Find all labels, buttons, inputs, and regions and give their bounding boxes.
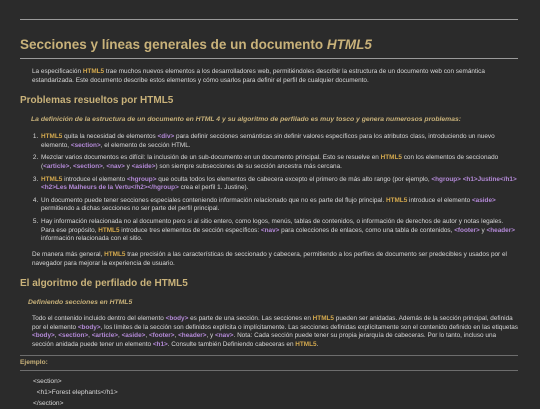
html-tag-code: <body> <box>32 332 55 339</box>
example-divider-bottom <box>20 370 518 371</box>
text-run: pueden ser anidadas. Además de la sección principal, definida por el elemento <box>32 315 513 331</box>
html-tag-code: <section> <box>71 142 101 149</box>
html5-highlight: HTML5 <box>386 197 407 204</box>
text-run: introduce el elemento <box>407 197 472 204</box>
text-run: . <box>317 341 319 348</box>
text-run: con los elementos de seccionado ( <box>41 154 498 170</box>
html-tag-code: <header> <box>487 227 515 234</box>
html-tag-code: <section> <box>73 163 103 170</box>
html-tag-code: <h1>Justine</h1> <h2>Les Malheurs de la Vertu</h2></hgroup> <box>41 176 517 192</box>
html5-highlight: HTML5 <box>295 341 316 348</box>
title-divider <box>20 58 518 59</box>
example-label: Ejemplo: <box>20 359 518 368</box>
problems-heading: Problemas resueltos por HTML5 <box>20 94 518 108</box>
text-run: información relacionada con el sitio. <box>41 235 143 242</box>
text-run: De manera más general, <box>32 251 104 258</box>
text-run: Un documento puede tener secciones especiales conteniendo información relacionado que no es parte del flujo principal. <box>41 197 386 204</box>
text-run: , y <box>207 332 216 339</box>
top-divider <box>20 19 518 20</box>
text-run: y <box>125 163 132 170</box>
html-tag-code: <h1> <box>153 341 168 348</box>
algorithm-heading: El algoritmo de perfilado de HTML5 <box>20 277 518 291</box>
text-run: Hay información relacionada no al documento pero si al sitio entero, como logos, menús, tablas de contenidos, o información de derechos de autor y notas legales. Para ese propósito, <box>41 218 503 234</box>
page-title: Secciones y líneas generales de un documento HTML5 <box>20 36 372 54</box>
code-line: </section> <box>33 399 518 409</box>
text-run: . Consulte también Definiendo cabeceras en <box>168 341 296 348</box>
text-run: trae muchos nuevos elementos a los desarrolladores web, permitiéndoles describir la estructura de un documento web con semántica estandarizada. Este documento describe estos elementos y cómo usarlos para definir el perfil de cualquier documento. <box>32 68 485 84</box>
text-run: quita la necesidad de elementos <box>62 133 157 140</box>
html-tag-code: <aside> <box>132 163 156 170</box>
code-line: <h1>Forest elephants</h1> <box>33 388 518 399</box>
text-run: que oculta todos los elementos de cabecera excepto el primero de más alto rango (por ejemplo, <box>156 176 431 183</box>
text-run: introduce tres elementos de sección específicos: <box>120 227 261 234</box>
html-tag-code: <nav> <box>215 332 233 339</box>
text-run: , <box>175 332 179 339</box>
problem-item <box>40 197 518 214</box>
html-tag-code: <hgroup> <box>431 176 460 183</box>
text-run: . Nota: Cada sección puede tener su propia jerarquía de cabeceras. Por lo tanto, incluso una sección anidada puede tener un elemento <box>32 332 496 348</box>
text-run: , el elemento de sección HTML. <box>101 142 191 149</box>
html-tag-code: <aside> <box>122 332 146 339</box>
html-tag-code: <section> <box>58 332 88 339</box>
problem-item <box>40 218 518 244</box>
html5-highlight: HTML5 <box>83 68 104 75</box>
intro-paragraph <box>20 68 518 85</box>
algorithm-paragraph <box>20 315 518 350</box>
text-run: , <box>55 332 59 339</box>
example-divider-top <box>20 355 518 356</box>
text-run: permitiendo a dichas secciones no ser parte del perfil principal. <box>41 205 219 212</box>
html-tag-code: <article> <box>92 332 118 339</box>
code-line: <section> <box>33 377 518 388</box>
article-body <box>20 68 518 409</box>
html-tag-code: <footer> <box>454 227 480 234</box>
text-run: , <box>88 332 92 339</box>
text-run: es parte de una sección. Las secciones en <box>188 315 312 322</box>
problem-item <box>40 176 518 193</box>
text-run: ) son siempre subsecciones de su sección ancestra más cercana. <box>155 163 341 170</box>
text-run: crea el perfil 1. Justine). <box>179 184 249 191</box>
text-run: , <box>69 163 73 170</box>
text-run: introduce el elemento <box>62 176 127 183</box>
html-tag-code: <nav> <box>106 163 124 170</box>
text-run: Mezclar varios documentos es difícil: la inclusión de un sub-documento en un documento principal. Esto se resuelve en <box>41 154 381 161</box>
text-run: y <box>480 227 487 234</box>
text-run: trae precisión a las características de seccionado y cabecera, permitiendo a los perfiles de documento ser predecibles y usados por el navegador para mejorar la experiencia de usuario. <box>32 251 507 267</box>
problem-item <box>40 154 518 171</box>
html-tag-code: <article> <box>43 163 69 170</box>
html-tag-code: <footer> <box>149 332 175 339</box>
html5-highlight: HTML5 <box>41 176 62 183</box>
html-tag-code: <body> <box>166 315 189 322</box>
text-run: , <box>103 163 107 170</box>
html-tag-code: <aside> <box>472 197 496 204</box>
problems-subheading: La definición de la estructura de un documento en HTML 4 y su algoritmo de perfilado es muy tosco y genera numerosos problemas: <box>20 115 518 124</box>
html-tag-code: <hgroup> <box>127 176 156 183</box>
html5-highlight: HTML5 <box>313 315 334 322</box>
html-tag-code: <nav> <box>261 227 279 234</box>
html5-highlight: HTML5 <box>381 154 402 161</box>
html5-highlight: HTML5 <box>104 251 125 258</box>
problems-list <box>20 133 518 244</box>
code-example <box>20 377 518 409</box>
text-run: para definir secciones semánticas sin definir valores específicos para los atributos class, introduciendo un nuevo elemento, <box>41 133 495 149</box>
algorithm-subheading: Definiendo secciones en HTML5 <box>20 298 518 307</box>
text-run: La especificación <box>32 68 83 75</box>
html5-highlight: HTML5 <box>98 227 119 234</box>
html5-highlight: HTML5 <box>41 133 62 140</box>
page-title-emphasis: HTML5 <box>327 37 372 52</box>
text-run: , <box>145 332 149 339</box>
text-run: Todo el contenido incluido dentro del elemento <box>32 315 166 322</box>
text-run: para colecciones de enlaces, como una tabla de contenidos, <box>279 227 454 234</box>
problem-item <box>40 133 518 150</box>
html-tag-code: <div> <box>158 133 175 140</box>
summary-paragraph <box>20 251 518 268</box>
html-tag-code: <header> <box>178 332 206 339</box>
text-run: , <box>118 332 122 339</box>
html-tag-code: <body> <box>78 324 101 331</box>
text-run: , los límites de la sección son definidos explícita o implícitamente. Las secciones definidas explícitamente son el contenido definido en las etiquetas <box>101 324 518 331</box>
